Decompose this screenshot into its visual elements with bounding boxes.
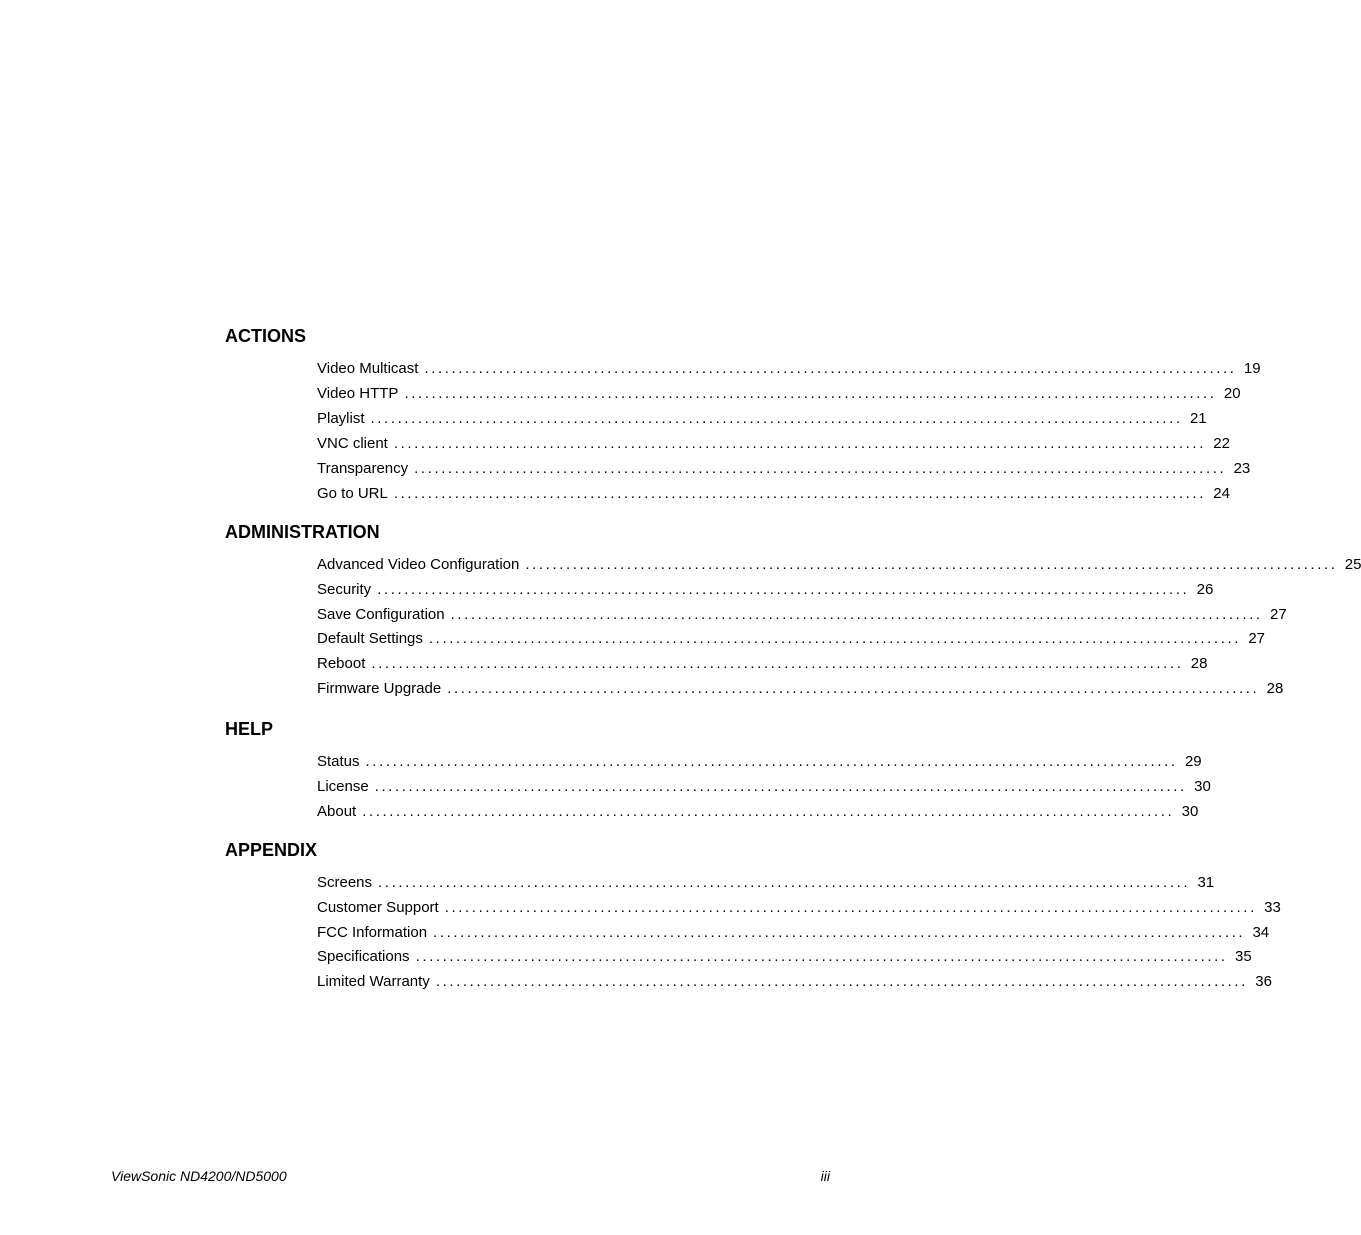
toc-entry-page-number: 27 (1270, 606, 1287, 623)
toc-entry-title: Firmware Upgrade (317, 680, 442, 697)
toc-entry-title: Playlist (317, 410, 365, 427)
toc-entry[interactable] (317, 434, 1230, 454)
toc-entry-page-number: 24 (1213, 485, 1230, 502)
toc-entry[interactable] (317, 898, 1281, 918)
toc-entry[interactable] (317, 777, 1211, 797)
dot-leader: ........................................................................................................................ (377, 581, 1190, 598)
toc-entry-title: Security (317, 581, 372, 598)
toc-entry[interactable] (317, 972, 1272, 992)
toc-entry[interactable] (317, 873, 1215, 893)
toc-entry[interactable] (317, 654, 1208, 674)
toc-entry-page-number: 36 (1255, 973, 1272, 990)
dot-leader: ........................................................................................................................ (393, 485, 1206, 502)
toc-entry-title: Video Multicast (317, 360, 419, 377)
toc-entry-page-number: 26 (1196, 581, 1214, 598)
toc-entry[interactable] (317, 484, 1230, 504)
section-heading: ACTIONS (225, 326, 306, 346)
toc-entry-page-number: 31 (1197, 874, 1215, 891)
toc-entry-page-number: 27 (1248, 630, 1266, 647)
toc-entry-title: Default Settings (317, 630, 423, 647)
dot-leader: ........................................................................................................................ (365, 753, 1178, 770)
toc-entry-page-number: 23 (1233, 460, 1251, 477)
toc-entry-title: License (317, 778, 369, 795)
toc-entry[interactable] (317, 679, 1284, 699)
toc-entry-page-number: 33 (1264, 899, 1281, 916)
dot-leader: ........................................................................................................................ (450, 606, 1263, 623)
toc-entry-title: Advanced Video Configuration (317, 556, 520, 573)
toc-entry-page-number: 19 (1243, 360, 1261, 377)
dot-leader: ........................................................................................................................ (378, 874, 1191, 891)
toc-entry[interactable] (317, 752, 1202, 772)
dot-leader: ........................................................................................................................ (415, 948, 1228, 965)
toc-entry-title: Reboot (317, 655, 366, 672)
dot-leader: ........................................................................................................................ (435, 973, 1248, 990)
toc-entry-title: Screens (317, 874, 373, 891)
toc-entry[interactable] (317, 409, 1207, 429)
toc-entry-title: Go to URL (317, 485, 388, 502)
dot-leader: ........................................................................................................................ (424, 360, 1237, 377)
toc-entry-page-number: 28 (1266, 680, 1284, 697)
toc-entry-page-number: 20 (1223, 385, 1241, 402)
toc-entry-page-number: 35 (1234, 948, 1252, 965)
toc-entry-page-number: 29 (1184, 753, 1202, 770)
toc-entry-title: VNC client (317, 435, 388, 452)
toc-entry[interactable] (317, 629, 1266, 649)
toc-entry-title: Customer Support (317, 899, 439, 916)
toc-entry-title: Specifications (317, 948, 410, 965)
toc-entry[interactable] (317, 923, 1270, 943)
footer-page-number: iii (820, 1168, 830, 1184)
dot-leader: ........................................................................................................................ (371, 655, 1184, 672)
toc-entry[interactable] (317, 947, 1252, 967)
dot-leader: ........................................................................................................................ (428, 630, 1242, 647)
toc-entry-title: Status (317, 753, 360, 770)
dot-leader: ........................................................................................................................ (525, 556, 1338, 573)
toc-entry-page-number: 34 (1252, 924, 1270, 941)
section-heading: APPENDIX (225, 840, 318, 860)
toc-entry-title: Video HTTP (317, 385, 399, 402)
toc-entry-page-number: 21 (1189, 410, 1207, 427)
toc-entry[interactable] (317, 580, 1214, 600)
dot-leader: ........................................................................................................................ (362, 803, 1175, 820)
dot-leader: ........................................................................................................................ (447, 680, 1260, 697)
toc-entry[interactable] (317, 555, 1361, 575)
dot-leader: ........................................................................................................................ (433, 924, 1246, 941)
toc-entry[interactable] (317, 359, 1261, 379)
toc-entry-page-number: 28 (1190, 655, 1208, 672)
toc-entry-page-number: 30 (1181, 803, 1199, 820)
toc-entry-title: Transparency (317, 460, 409, 477)
toc-entry-page-number: 25 (1344, 556, 1361, 573)
toc-entry[interactable] (317, 605, 1287, 625)
toc-entry-title: Limited Warranty (317, 973, 430, 990)
dot-leader: ........................................................................................................................ (393, 435, 1206, 452)
toc-entry-title: About (317, 803, 357, 820)
toc-entry-page-number: 30 (1194, 778, 1211, 795)
toc-entry[interactable] (317, 459, 1251, 479)
dot-leader: ........................................................................................................................ (374, 778, 1187, 795)
footer-product-name: ViewSonic ND4200/ND5000 (111, 1168, 287, 1184)
toc-entry[interactable] (317, 384, 1241, 404)
toc-entry-page-number: 22 (1213, 435, 1230, 452)
section-heading: ADMINISTRATION (225, 522, 380, 542)
dot-leader: ........................................................................................................................ (414, 460, 1227, 477)
dot-leader: ........................................................................................................................ (444, 899, 1257, 916)
toc-entry-title: Save Configuration (317, 606, 445, 623)
toc-entry-title: FCC Information (317, 924, 428, 941)
dot-leader: ........................................................................................................................ (404, 385, 1217, 402)
toc-entry[interactable] (317, 802, 1199, 822)
dot-leader: ........................................................................................................................ (370, 410, 1183, 427)
section-heading: HELP (225, 719, 274, 739)
